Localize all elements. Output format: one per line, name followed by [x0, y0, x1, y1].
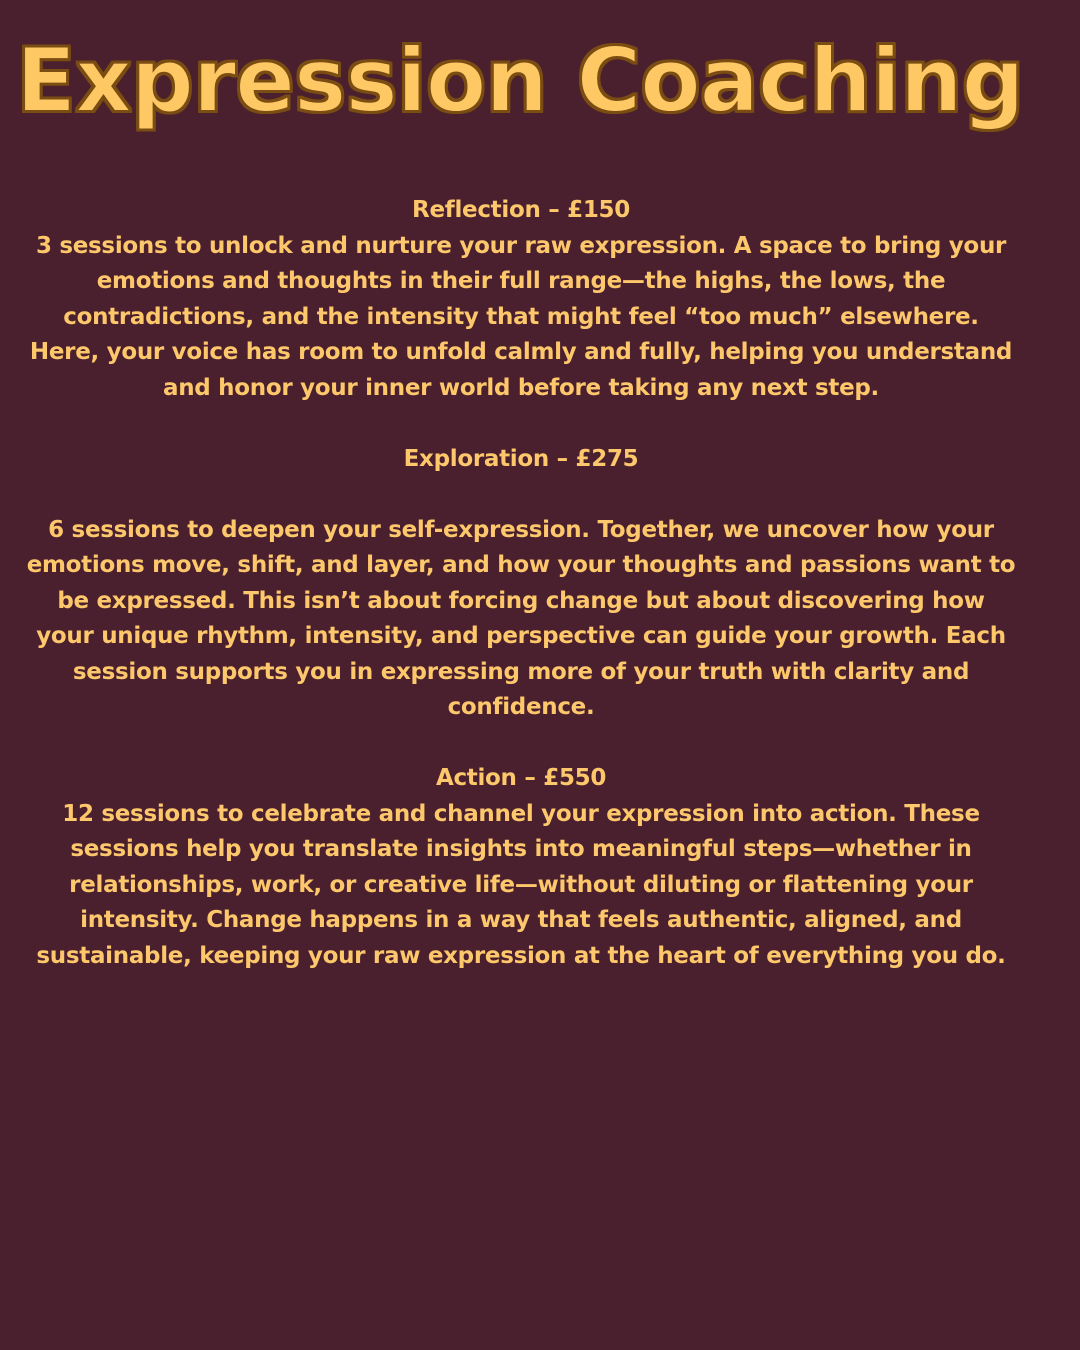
blank-line — [26, 477, 1016, 513]
package-heading: Reflection – £150 — [412, 197, 630, 223]
package-description: 3 sessions to unlock and nurture your raw expression. A space to bring your emotions and thoughts in their full range—the highs, the lows, the contradictions, and the intensity that might feel “too much” elsewhere. Here, your voice has room to unfold calmly and fully, helping you understand and honor your inner world before taking any next step. — [29, 232, 1013, 401]
package-reflection — [26, 193, 1016, 406]
package-description: 6 sessions to deepen your self-expression. Together, we uncover how your emotions move, shift, and layer, and how your thoughts and passions want to be expressed. This isn’t about forcing change but about discovering how your unique rhythm, intensity, and perspective can guide your growth. Each session supports you in expressing more of your truth with clarity and confidence. — [26, 516, 1016, 720]
package-exploration — [26, 442, 1016, 726]
page-title: Expression Coaching — [16, 29, 1024, 132]
package-heading: Action – £550 — [435, 765, 607, 791]
package-action — [26, 761, 1016, 974]
package-heading: Exploration – £275 — [403, 445, 639, 472]
package-description: 12 sessions to celebrate and channel your expression into action. These sessions help you translate insights into meaningful steps—whether in relationships, work, or creative life—without diluting or flattening your intensity. Change happens in a way that feels authentic, aligned, and sustainable, keeping your raw expression at the heart of everything you do. — [36, 800, 1006, 969]
packages-list — [26, 193, 1016, 974]
